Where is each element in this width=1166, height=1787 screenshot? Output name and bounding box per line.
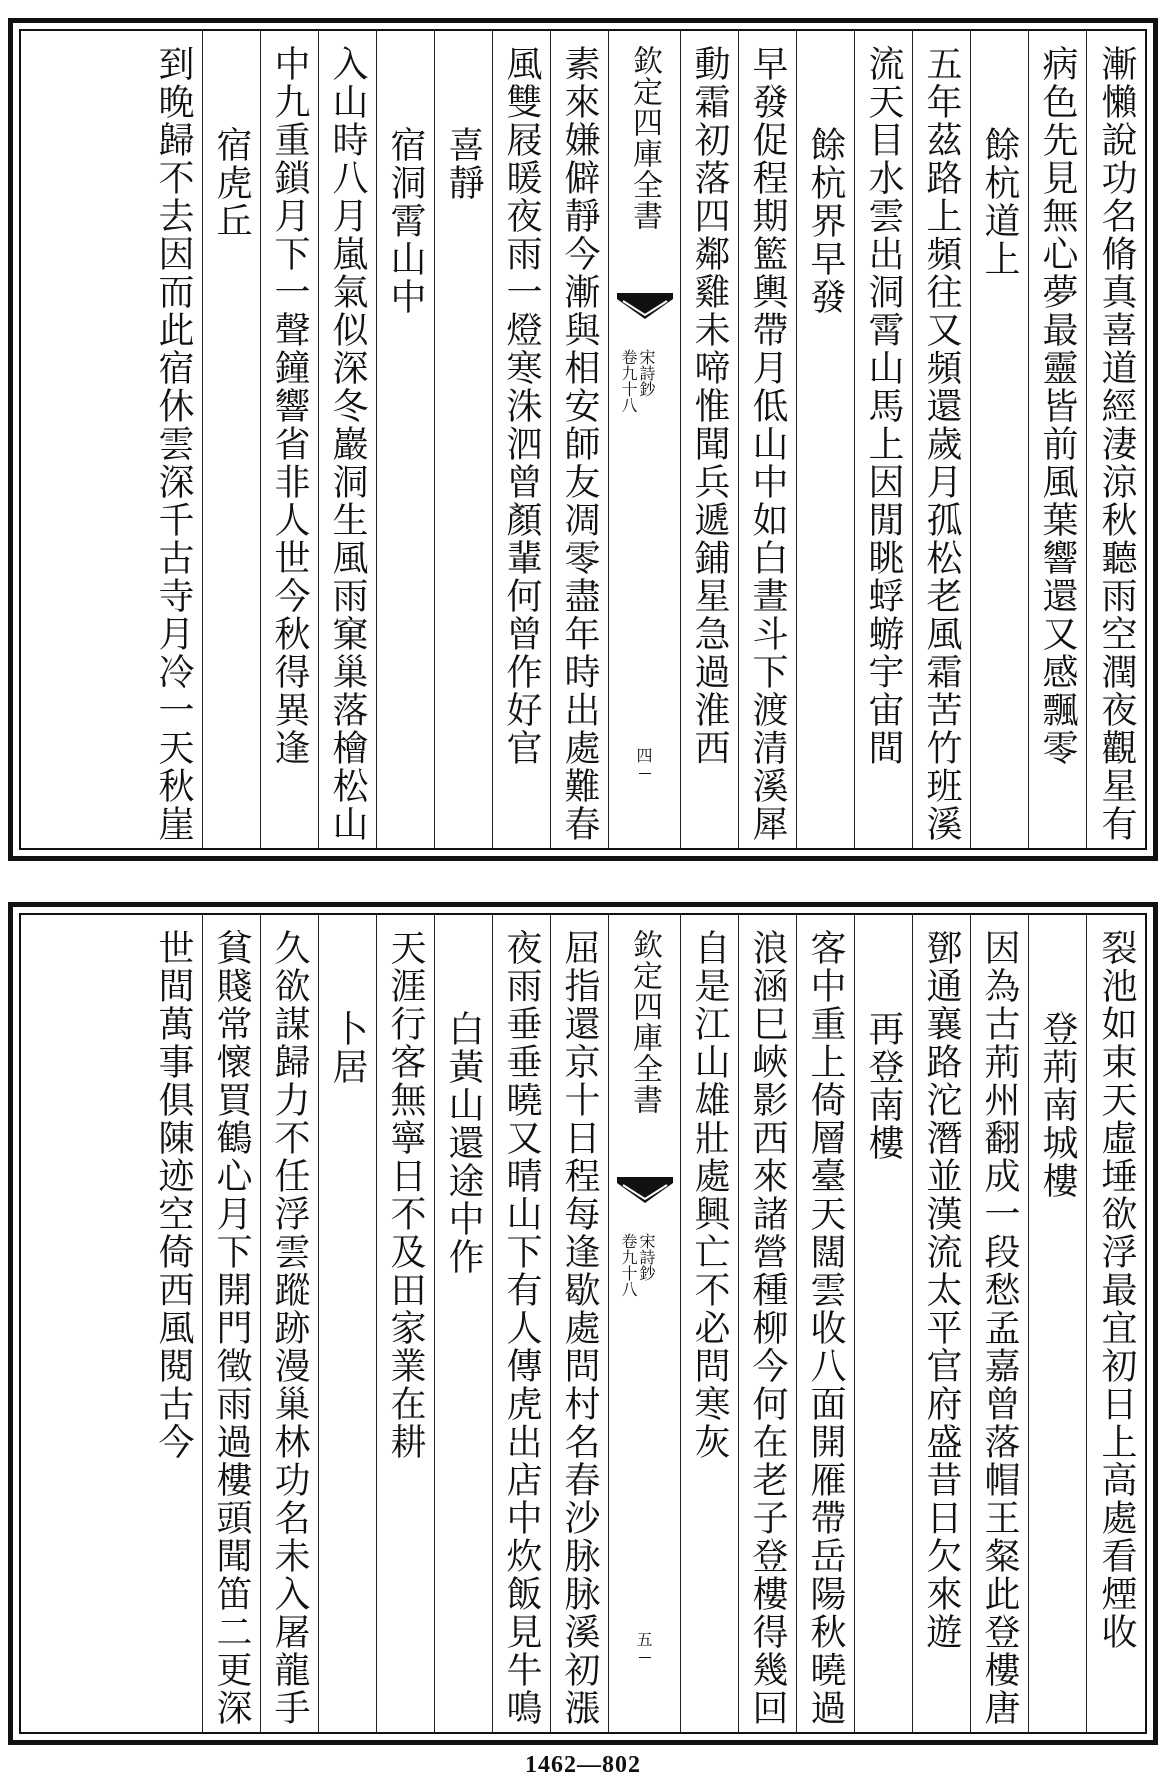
column-text: 中九重鎖月下一聲鐘響省非人世今秋得異逢	[269, 45, 310, 767]
column-text: 世間萬事俱陳迹空倚西風閱古今	[153, 929, 194, 1461]
book-page-upper	[8, 18, 1158, 861]
poem-title: 卜居	[327, 1010, 368, 1086]
column-text: 夜雨垂垂曉又晴山下有人傳虎出店中炊飯見牛鳴	[501, 929, 542, 1727]
page-caption: 1462—802	[525, 1752, 641, 1778]
page-number-rule	[639, 773, 651, 774]
text-column	[261, 915, 319, 1732]
column-text: 裂池如束天虛埵欲浮最宜初日上高處看煙收	[1096, 929, 1137, 1651]
column-text: 入山時八月嵐氣似深冬巖洞生風雨窠巢落檜松山	[327, 45, 368, 843]
text-column	[551, 31, 609, 848]
poem-title: 白黃山還途中作	[443, 1010, 484, 1276]
text-column	[739, 915, 797, 1732]
spine-column	[609, 915, 681, 1732]
spine-title: 欽定四庫全書	[627, 929, 662, 1115]
column-text: 因為古荊州翻成一段愁孟嘉曾落帽王粲此登樓唐	[979, 929, 1020, 1727]
text-column	[145, 915, 203, 1732]
text-column	[493, 915, 551, 1732]
column-grid	[21, 31, 1145, 848]
poem-title-column	[797, 31, 855, 848]
text-column	[681, 31, 739, 848]
column-text: 到晚歸不去因而此宿休雲深千古寺月冷一天秋崖	[153, 45, 194, 843]
poem-title: 宿虎丘	[211, 126, 252, 240]
text-frame	[19, 913, 1147, 1734]
book-page-lower	[8, 902, 1158, 1745]
poem-title: 登荊南城樓	[1037, 1010, 1078, 1200]
column-text: 貧賤常懷買鶴心月下開門徵雨過樓頭聞笛二更深	[211, 929, 252, 1727]
spine-volume: 卷九十八	[619, 1233, 638, 1297]
text-column	[855, 31, 913, 848]
column-text: 客中重上倚層臺天闊雲收八面開雁帶岳陽秋曉過	[805, 929, 846, 1727]
text-column	[377, 915, 435, 1732]
column-text: 久欲謀歸力不任浮雲蹤跡漫巢林功名未入屠龍手	[269, 929, 310, 1727]
poem-title: 宿洞霄山中	[385, 126, 426, 316]
text-frame	[19, 29, 1147, 850]
spine-column	[609, 31, 681, 848]
spine-book-title: 宋詩鈔	[637, 349, 656, 397]
text-column	[971, 915, 1029, 1732]
poem-title: 再登南樓	[863, 1010, 904, 1162]
text-column	[203, 915, 261, 1732]
text-column	[319, 31, 377, 848]
spine-title: 欽定四庫全書	[627, 45, 662, 231]
page-number: 四	[636, 746, 653, 765]
poem-title-column	[203, 31, 261, 848]
text-column	[145, 31, 203, 848]
poem-title-column	[855, 915, 913, 1732]
fishtail-mark-icon	[617, 293, 673, 319]
text-column	[1029, 31, 1087, 848]
column-text: 病色先見無心夢最靈皆前風葉響還又感飄零	[1037, 45, 1078, 767]
column-grid	[21, 915, 1145, 1732]
poem-title-column	[377, 31, 435, 848]
column-text: 風雙屐暖夜雨一燈寒洙泗曾顏輩何曾作好官	[501, 45, 542, 767]
text-column	[261, 31, 319, 848]
poem-title-column	[435, 915, 493, 1732]
column-text: 天涯行客無寧日不及田家業在耕	[385, 929, 426, 1461]
column-text: 早發促程期籃輿帶月低山中如白晝斗下渡清溪犀	[747, 45, 788, 843]
poem-title: 餘杭界早發	[805, 126, 846, 316]
column-text: 漸懶說功名脩真喜道經淒涼秋聽雨空潤夜觀星有	[1096, 45, 1137, 843]
text-column	[1087, 915, 1145, 1732]
poem-title: 喜靜	[443, 126, 484, 202]
page-number: 五	[636, 1630, 653, 1649]
text-column	[913, 915, 971, 1732]
poem-title-column	[319, 915, 377, 1732]
column-text: 屈指還京十日程每逢歇處問村名春沙脉脉溪初漲	[559, 929, 600, 1727]
text-column	[913, 31, 971, 848]
column-text: 鄧通襄路沱潛並漢流太平官府盛昔日欠來遊	[921, 929, 962, 1651]
text-column	[681, 915, 739, 1732]
column-text: 流天目水雲出洞霄山馬上因閒眺蜉蝣宇宙間	[863, 45, 904, 767]
spine-book-title: 宋詩鈔	[637, 1233, 656, 1281]
column-text: 自是江山雄壯處興亡不必問寒灰	[689, 929, 730, 1461]
text-column	[797, 915, 855, 1732]
text-column	[739, 31, 797, 848]
poem-title-column	[1029, 915, 1087, 1732]
fishtail-mark-icon	[617, 1177, 673, 1203]
text-column	[1087, 31, 1145, 848]
column-text: 五年茲路上頻往又頻還歲月孤松老風霜苦竹班溪	[921, 45, 962, 843]
text-column	[493, 31, 551, 848]
column-text: 素來嫌僻靜今漸與相安師友凋零盡年時出處難春	[559, 45, 600, 843]
poem-title-column	[971, 31, 1029, 848]
page-number-rule	[639, 1657, 651, 1658]
column-text: 動霜初落四鄰雞未啼惟聞兵遞鋪星急過淮西	[689, 45, 730, 767]
column-text: 浪涵巳峽影西來諸營種柳今何在老子登樓得幾回	[747, 929, 788, 1727]
poem-title-column	[435, 31, 493, 848]
text-column	[551, 915, 609, 1732]
poem-title: 餘杭道上	[979, 126, 1020, 278]
spine-volume: 卷九十八	[619, 349, 638, 413]
